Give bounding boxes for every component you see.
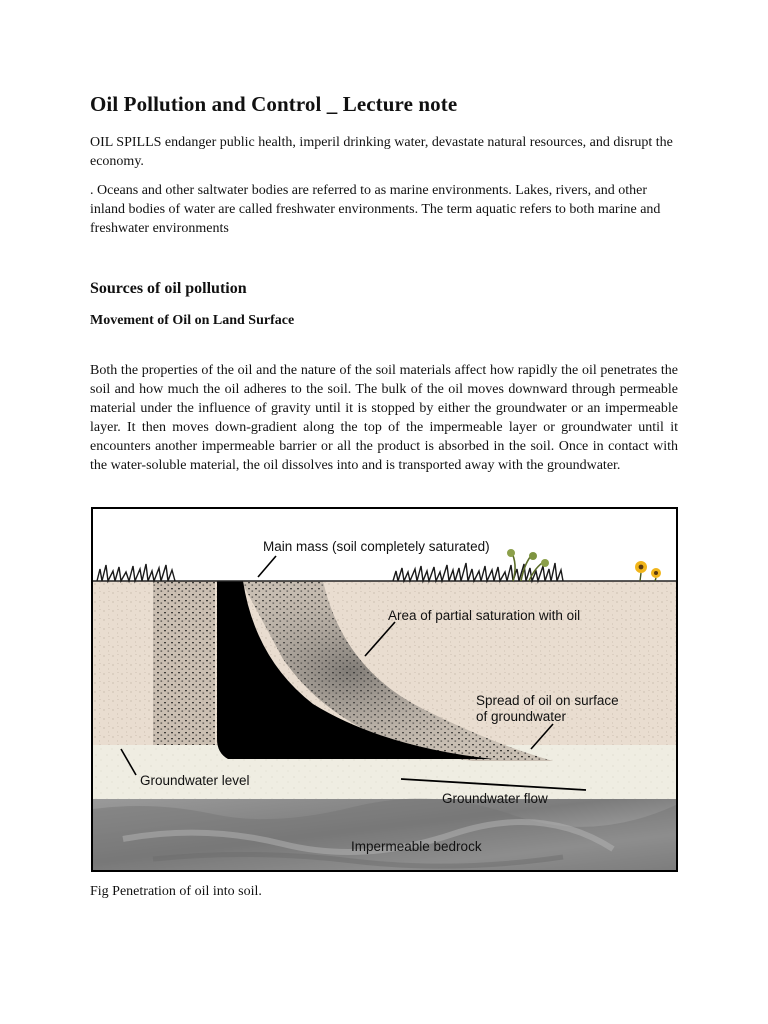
groundwater-flow-label: Groundwater flow (442, 791, 548, 806)
partial-saturation-label: Area of partial saturation with oil (388, 608, 581, 623)
bedrock-label: Impermeable bedrock (351, 839, 482, 854)
groundwater-level-label: Groundwater level (140, 773, 250, 788)
subsection-heading: Movement of Oil on Land Surface (90, 313, 295, 328)
figure-caption: Fig Penetration of oil into soil. (90, 884, 262, 899)
intro-paragraph: OIL SPILLS endanger public health, imperil drinking water, devastate natural resources, and disrupt the economy. (90, 135, 673, 169)
figure-diagram (93, 509, 676, 870)
environments-paragraph: . Oceans and other saltwater bodies are referred to as marine environments. Lakes, rivers, and other inland bodies of water are called freshwater environments. The term aquatic refers to both marine and freshwater environments (90, 183, 661, 236)
section-heading: Sources of oil pollution (90, 280, 247, 297)
body-paragraph: Both the properties of the oil and the nature of the soil materials affect how rapidly the oil penetrates the soil and how much the oil adheres to the soil. The bulk of the oil moves downward through permeable material under the influence of gravity until it is stopped by either the groundwater or an impermeable layer. It then moves down-gradient along the top of the impermeable layer or groundwater until it encounters another impermeable barrier or all the product is absorbed in the soil. Once in contact with the water-soluble material, the oil dissolves into and is transported away with the groundwater. (90, 363, 678, 473)
oil-penetration-figure (91, 507, 678, 872)
spread-label-line1: Spread of oil on surface (476, 693, 619, 708)
main-mass-label: Main mass (soil completely saturated) (263, 539, 490, 554)
spread-label-line2: of groundwater (476, 709, 567, 724)
document-title: Oil Pollution and Control _ Lecture note (90, 92, 458, 116)
